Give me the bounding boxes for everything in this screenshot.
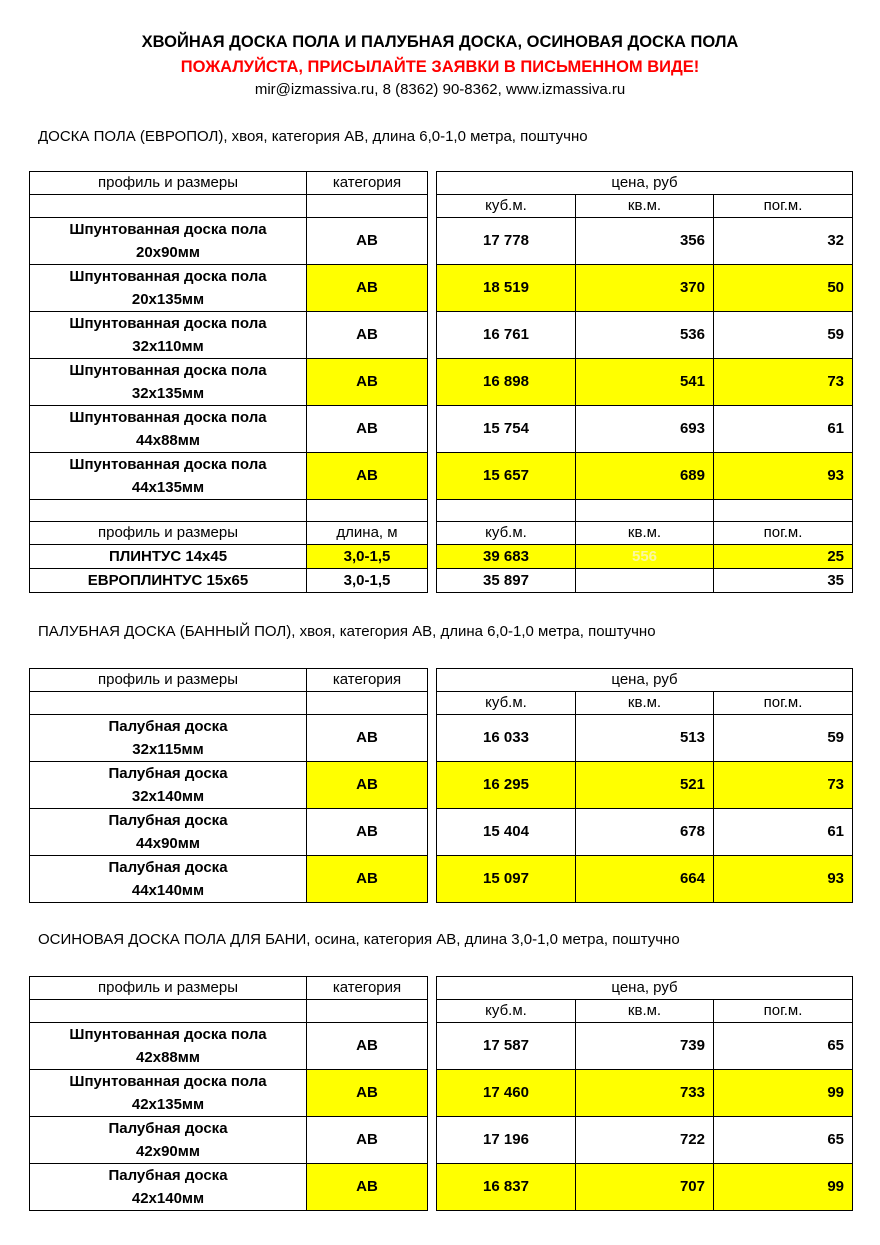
price-cubic: 15 404 bbox=[437, 809, 576, 856]
category-value: АВ bbox=[307, 762, 428, 809]
empty-cell bbox=[307, 500, 428, 522]
spacer-row bbox=[30, 500, 853, 522]
column-gap bbox=[428, 218, 437, 265]
table-row bbox=[30, 545, 853, 569]
category-value: АВ bbox=[307, 856, 428, 903]
product-size: 32х110мм bbox=[132, 338, 204, 355]
product-name-cell bbox=[30, 1023, 307, 1070]
product-size: 42х140мм bbox=[131, 1190, 205, 1207]
column-gap bbox=[428, 453, 437, 500]
product-name: Палубная доска bbox=[108, 1120, 228, 1137]
column-gap bbox=[428, 856, 437, 903]
column-gap bbox=[428, 1164, 437, 1211]
table-header-row bbox=[30, 172, 853, 195]
table-row bbox=[30, 569, 853, 593]
header-profile: профиль и размеры bbox=[30, 669, 307, 692]
price-sqm: 356 bbox=[576, 218, 714, 265]
product-name: Палубная доска bbox=[108, 859, 228, 876]
column-gap bbox=[428, 569, 437, 593]
header-price: цена, руб bbox=[437, 977, 853, 1000]
product-name: ПЛИНТУС 14х45 bbox=[30, 545, 307, 569]
price-sqm bbox=[576, 569, 714, 593]
category-value: АВ bbox=[307, 715, 428, 762]
column-gap bbox=[428, 359, 437, 406]
product-size: 42х135мм bbox=[131, 1096, 205, 1113]
product-name-cell bbox=[30, 715, 307, 762]
category-value: АВ bbox=[307, 1023, 428, 1070]
price-sqm: 678 bbox=[576, 809, 714, 856]
table-header-row bbox=[30, 977, 853, 1000]
empty-cell bbox=[307, 692, 428, 715]
table-header-row bbox=[30, 669, 853, 692]
page-title: ХВОЙНАЯ ДОСКА ПОЛА И ПАЛУБНАЯ ДОСКА, ОСИНОВАЯ ДОСКА ПОЛА bbox=[141, 33, 739, 51]
product-name-cell bbox=[30, 1164, 307, 1211]
header-linear: пог.м. bbox=[714, 1000, 853, 1023]
length-value: 3,0-1,5 bbox=[307, 545, 428, 569]
product-name-cell bbox=[30, 1117, 307, 1164]
header-category: категория bbox=[307, 669, 428, 692]
column-gap bbox=[428, 715, 437, 762]
product-name: Палубная доска bbox=[108, 1167, 228, 1184]
column-gap bbox=[428, 1117, 437, 1164]
category-value: АВ bbox=[307, 218, 428, 265]
price-sqm: 541 bbox=[576, 359, 714, 406]
price-sqm: 370 bbox=[576, 265, 714, 312]
price-sqm: 521 bbox=[576, 762, 714, 809]
header-category: категория bbox=[307, 172, 428, 195]
column-gap bbox=[428, 500, 437, 522]
column-gap bbox=[428, 762, 437, 809]
price-table-deck bbox=[29, 668, 853, 903]
table-row bbox=[30, 762, 853, 809]
product-name-cell bbox=[30, 265, 307, 312]
product-name: Шпунтованная доска пола bbox=[69, 456, 267, 473]
category-value: АВ bbox=[307, 1164, 428, 1211]
price-sqm: 689 bbox=[576, 453, 714, 500]
category-value: АВ bbox=[307, 312, 428, 359]
product-name-cell bbox=[30, 1070, 307, 1117]
header-linear: пог.м. bbox=[714, 692, 853, 715]
table-row bbox=[30, 359, 853, 406]
product-size: 44х135мм bbox=[131, 479, 205, 496]
column-gap bbox=[428, 522, 437, 545]
table-row bbox=[30, 312, 853, 359]
column-gap bbox=[428, 1023, 437, 1070]
table-row bbox=[30, 1070, 853, 1117]
product-name: Шпунтованная доска пола bbox=[69, 362, 267, 379]
empty-cell bbox=[30, 1000, 307, 1023]
column-gap bbox=[428, 1070, 437, 1117]
price-cubic: 17 460 bbox=[437, 1070, 576, 1117]
product-name: Палубная доска bbox=[108, 765, 228, 782]
price-sqm: 536 bbox=[576, 312, 714, 359]
price-sqm: 513 bbox=[576, 715, 714, 762]
price-linear: 99 bbox=[714, 1070, 853, 1117]
price-sqm: 739 bbox=[576, 1023, 714, 1070]
product-name: Шпунтованная доска пола bbox=[69, 221, 267, 238]
empty-cell bbox=[437, 500, 576, 522]
price-cubic: 16 837 bbox=[437, 1164, 576, 1211]
header-length: длина, м bbox=[307, 522, 428, 545]
empty-cell bbox=[30, 195, 307, 218]
product-name: Шпунтованная доска пола bbox=[69, 268, 267, 285]
header-linear: пог.м. bbox=[714, 195, 853, 218]
product-name-cell bbox=[30, 406, 307, 453]
product-name-cell bbox=[30, 762, 307, 809]
product-size: 32х115мм bbox=[132, 741, 204, 758]
price-cubic: 16 033 bbox=[437, 715, 576, 762]
product-name-cell bbox=[30, 453, 307, 500]
price-linear: 50 bbox=[714, 265, 853, 312]
category-value: АВ bbox=[307, 809, 428, 856]
product-name: Палубная доска bbox=[108, 812, 228, 829]
table-subheader-row bbox=[30, 692, 853, 715]
column-gap bbox=[428, 809, 437, 856]
product-name-cell bbox=[30, 359, 307, 406]
product-name-cell bbox=[30, 809, 307, 856]
price-cubic: 16 761 bbox=[437, 312, 576, 359]
product-name: Шпунтованная доска пола bbox=[69, 409, 267, 426]
column-gap bbox=[428, 172, 437, 195]
category-value: АВ bbox=[307, 265, 428, 312]
table-row bbox=[30, 265, 853, 312]
product-size: 44х90мм bbox=[136, 835, 200, 852]
category-value: АВ bbox=[307, 406, 428, 453]
product-size: 44х88мм bbox=[136, 432, 200, 449]
price-table-aspen bbox=[29, 976, 853, 1211]
header-sqm: кв.м. bbox=[576, 522, 714, 545]
product-name-cell bbox=[30, 856, 307, 903]
price-sqm: 722 bbox=[576, 1117, 714, 1164]
price-linear: 61 bbox=[714, 406, 853, 453]
header-price: цена, руб bbox=[437, 669, 853, 692]
table-row bbox=[30, 1164, 853, 1211]
header-cubic: куб.м. bbox=[437, 522, 576, 545]
header-profile: профиль и размеры bbox=[30, 977, 307, 1000]
product-size: 42х90мм bbox=[136, 1143, 200, 1160]
price-linear: 93 bbox=[714, 856, 853, 903]
length-value: 3,0-1,5 bbox=[307, 569, 428, 593]
header-profile: профиль и размеры bbox=[30, 522, 307, 545]
table-subheader-row bbox=[30, 1000, 853, 1023]
price-linear: 99 bbox=[714, 1164, 853, 1211]
price-cubic: 18 519 bbox=[437, 265, 576, 312]
header-sqm: кв.м. bbox=[576, 692, 714, 715]
product-size: 42х88мм bbox=[136, 1049, 200, 1066]
column-gap bbox=[428, 265, 437, 312]
price-sqm: 556 bbox=[576, 545, 714, 569]
price-linear: 61 bbox=[714, 809, 853, 856]
price-sqm: 664 bbox=[576, 856, 714, 903]
column-gap bbox=[428, 195, 437, 218]
category-value: АВ bbox=[307, 453, 428, 500]
product-name-cell bbox=[30, 312, 307, 359]
price-table-europol bbox=[29, 171, 853, 593]
price-cubic: 15 097 bbox=[437, 856, 576, 903]
table-row bbox=[30, 1023, 853, 1070]
product-size: 32х140мм bbox=[131, 788, 205, 805]
table-row bbox=[30, 218, 853, 265]
section-title-aspen: ОСИНОВАЯ ДОСКА ПОЛА ДЛЯ БАНИ, осина, категория АВ, длина 3,0-1,0 метра, поштучно bbox=[38, 931, 680, 948]
price-cubic: 17 778 bbox=[437, 218, 576, 265]
empty-cell bbox=[307, 195, 428, 218]
product-name: Шпунтованная доска пола bbox=[69, 315, 267, 332]
price-cubic: 16 295 bbox=[437, 762, 576, 809]
header-price: цена, руб bbox=[437, 172, 853, 195]
header-cubic: куб.м. bbox=[437, 1000, 576, 1023]
column-gap bbox=[428, 545, 437, 569]
column-gap bbox=[428, 977, 437, 1000]
price-cubic: 16 898 bbox=[437, 359, 576, 406]
product-size: 44х140мм bbox=[131, 882, 205, 899]
header-sqm: кв.м. bbox=[576, 195, 714, 218]
table-row bbox=[30, 453, 853, 500]
column-gap bbox=[428, 669, 437, 692]
price-sqm: 707 bbox=[576, 1164, 714, 1211]
empty-cell bbox=[576, 500, 714, 522]
category-value: АВ bbox=[307, 1070, 428, 1117]
table-row bbox=[30, 856, 853, 903]
header-linear: пог.м. bbox=[714, 522, 853, 545]
table-subheader-row bbox=[30, 195, 853, 218]
price-linear: 25 bbox=[714, 545, 853, 569]
price-cubic: 35 897 bbox=[437, 569, 576, 593]
price-linear: 59 bbox=[714, 312, 853, 359]
price-cubic: 17 587 bbox=[437, 1023, 576, 1070]
product-name-cell bbox=[30, 218, 307, 265]
price-cubic: 17 196 bbox=[437, 1117, 576, 1164]
price-linear: 32 bbox=[714, 218, 853, 265]
price-linear: 59 bbox=[714, 715, 853, 762]
empty-cell bbox=[307, 1000, 428, 1023]
column-gap bbox=[428, 1000, 437, 1023]
section-title-deck: ПАЛУБНАЯ ДОСКА (БАННЫЙ ПОЛ), хвоя, категория АВ, длина 6,0-1,0 метра, поштучно bbox=[38, 623, 656, 640]
price-linear: 73 bbox=[714, 762, 853, 809]
header-profile: профиль и размеры bbox=[30, 172, 307, 195]
price-linear: 65 bbox=[714, 1023, 853, 1070]
price-linear: 65 bbox=[714, 1117, 853, 1164]
contact-info: mir@izmassiva.ru, 8 (8362) 90-8362, www.izmassiva.ru bbox=[254, 81, 626, 98]
category-value: АВ bbox=[307, 359, 428, 406]
table-row bbox=[30, 715, 853, 762]
product-size: 20х135мм bbox=[131, 291, 205, 308]
product-name: ЕВРОПЛИНТУС 15х65 bbox=[30, 569, 307, 593]
column-gap bbox=[428, 312, 437, 359]
price-cubic: 15 657 bbox=[437, 453, 576, 500]
product-name: Шпунтованная доска пола bbox=[69, 1026, 267, 1043]
category-value: АВ bbox=[307, 1117, 428, 1164]
empty-cell bbox=[714, 500, 853, 522]
empty-cell bbox=[30, 500, 307, 522]
price-sqm: 693 bbox=[576, 406, 714, 453]
product-size: 32х135мм bbox=[131, 385, 205, 402]
price-cubic: 15 754 bbox=[437, 406, 576, 453]
table-row bbox=[30, 809, 853, 856]
table-row bbox=[30, 406, 853, 453]
price-linear: 93 bbox=[714, 453, 853, 500]
price-linear: 35 bbox=[714, 569, 853, 593]
product-name: Шпунтованная доска пола bbox=[69, 1073, 267, 1090]
product-name: Палубная доска bbox=[108, 718, 228, 735]
empty-cell bbox=[30, 692, 307, 715]
product-size: 20х90мм bbox=[136, 244, 200, 261]
request-notice: ПОЖАЛУЙСТА, ПРИСЫЛАЙТЕ ЗАЯВКИ В ПИСЬМЕННОМ ВИДЕ! bbox=[180, 58, 700, 76]
column-gap bbox=[428, 692, 437, 715]
table-header-row bbox=[30, 522, 853, 545]
price-cubic: 39 683 bbox=[437, 545, 576, 569]
header-sqm: кв.м. bbox=[576, 1000, 714, 1023]
section-title-europol: ДОСКА ПОЛА (ЕВРОПОЛ), хвоя, категория АВ, длина 6,0-1,0 метра, поштучно bbox=[38, 128, 588, 145]
price-linear: 73 bbox=[714, 359, 853, 406]
header-cubic: куб.м. bbox=[437, 692, 576, 715]
header-category: категория bbox=[307, 977, 428, 1000]
price-sqm: 733 bbox=[576, 1070, 714, 1117]
column-gap bbox=[428, 406, 437, 453]
header-cubic: куб.м. bbox=[437, 195, 576, 218]
table-row bbox=[30, 1117, 853, 1164]
